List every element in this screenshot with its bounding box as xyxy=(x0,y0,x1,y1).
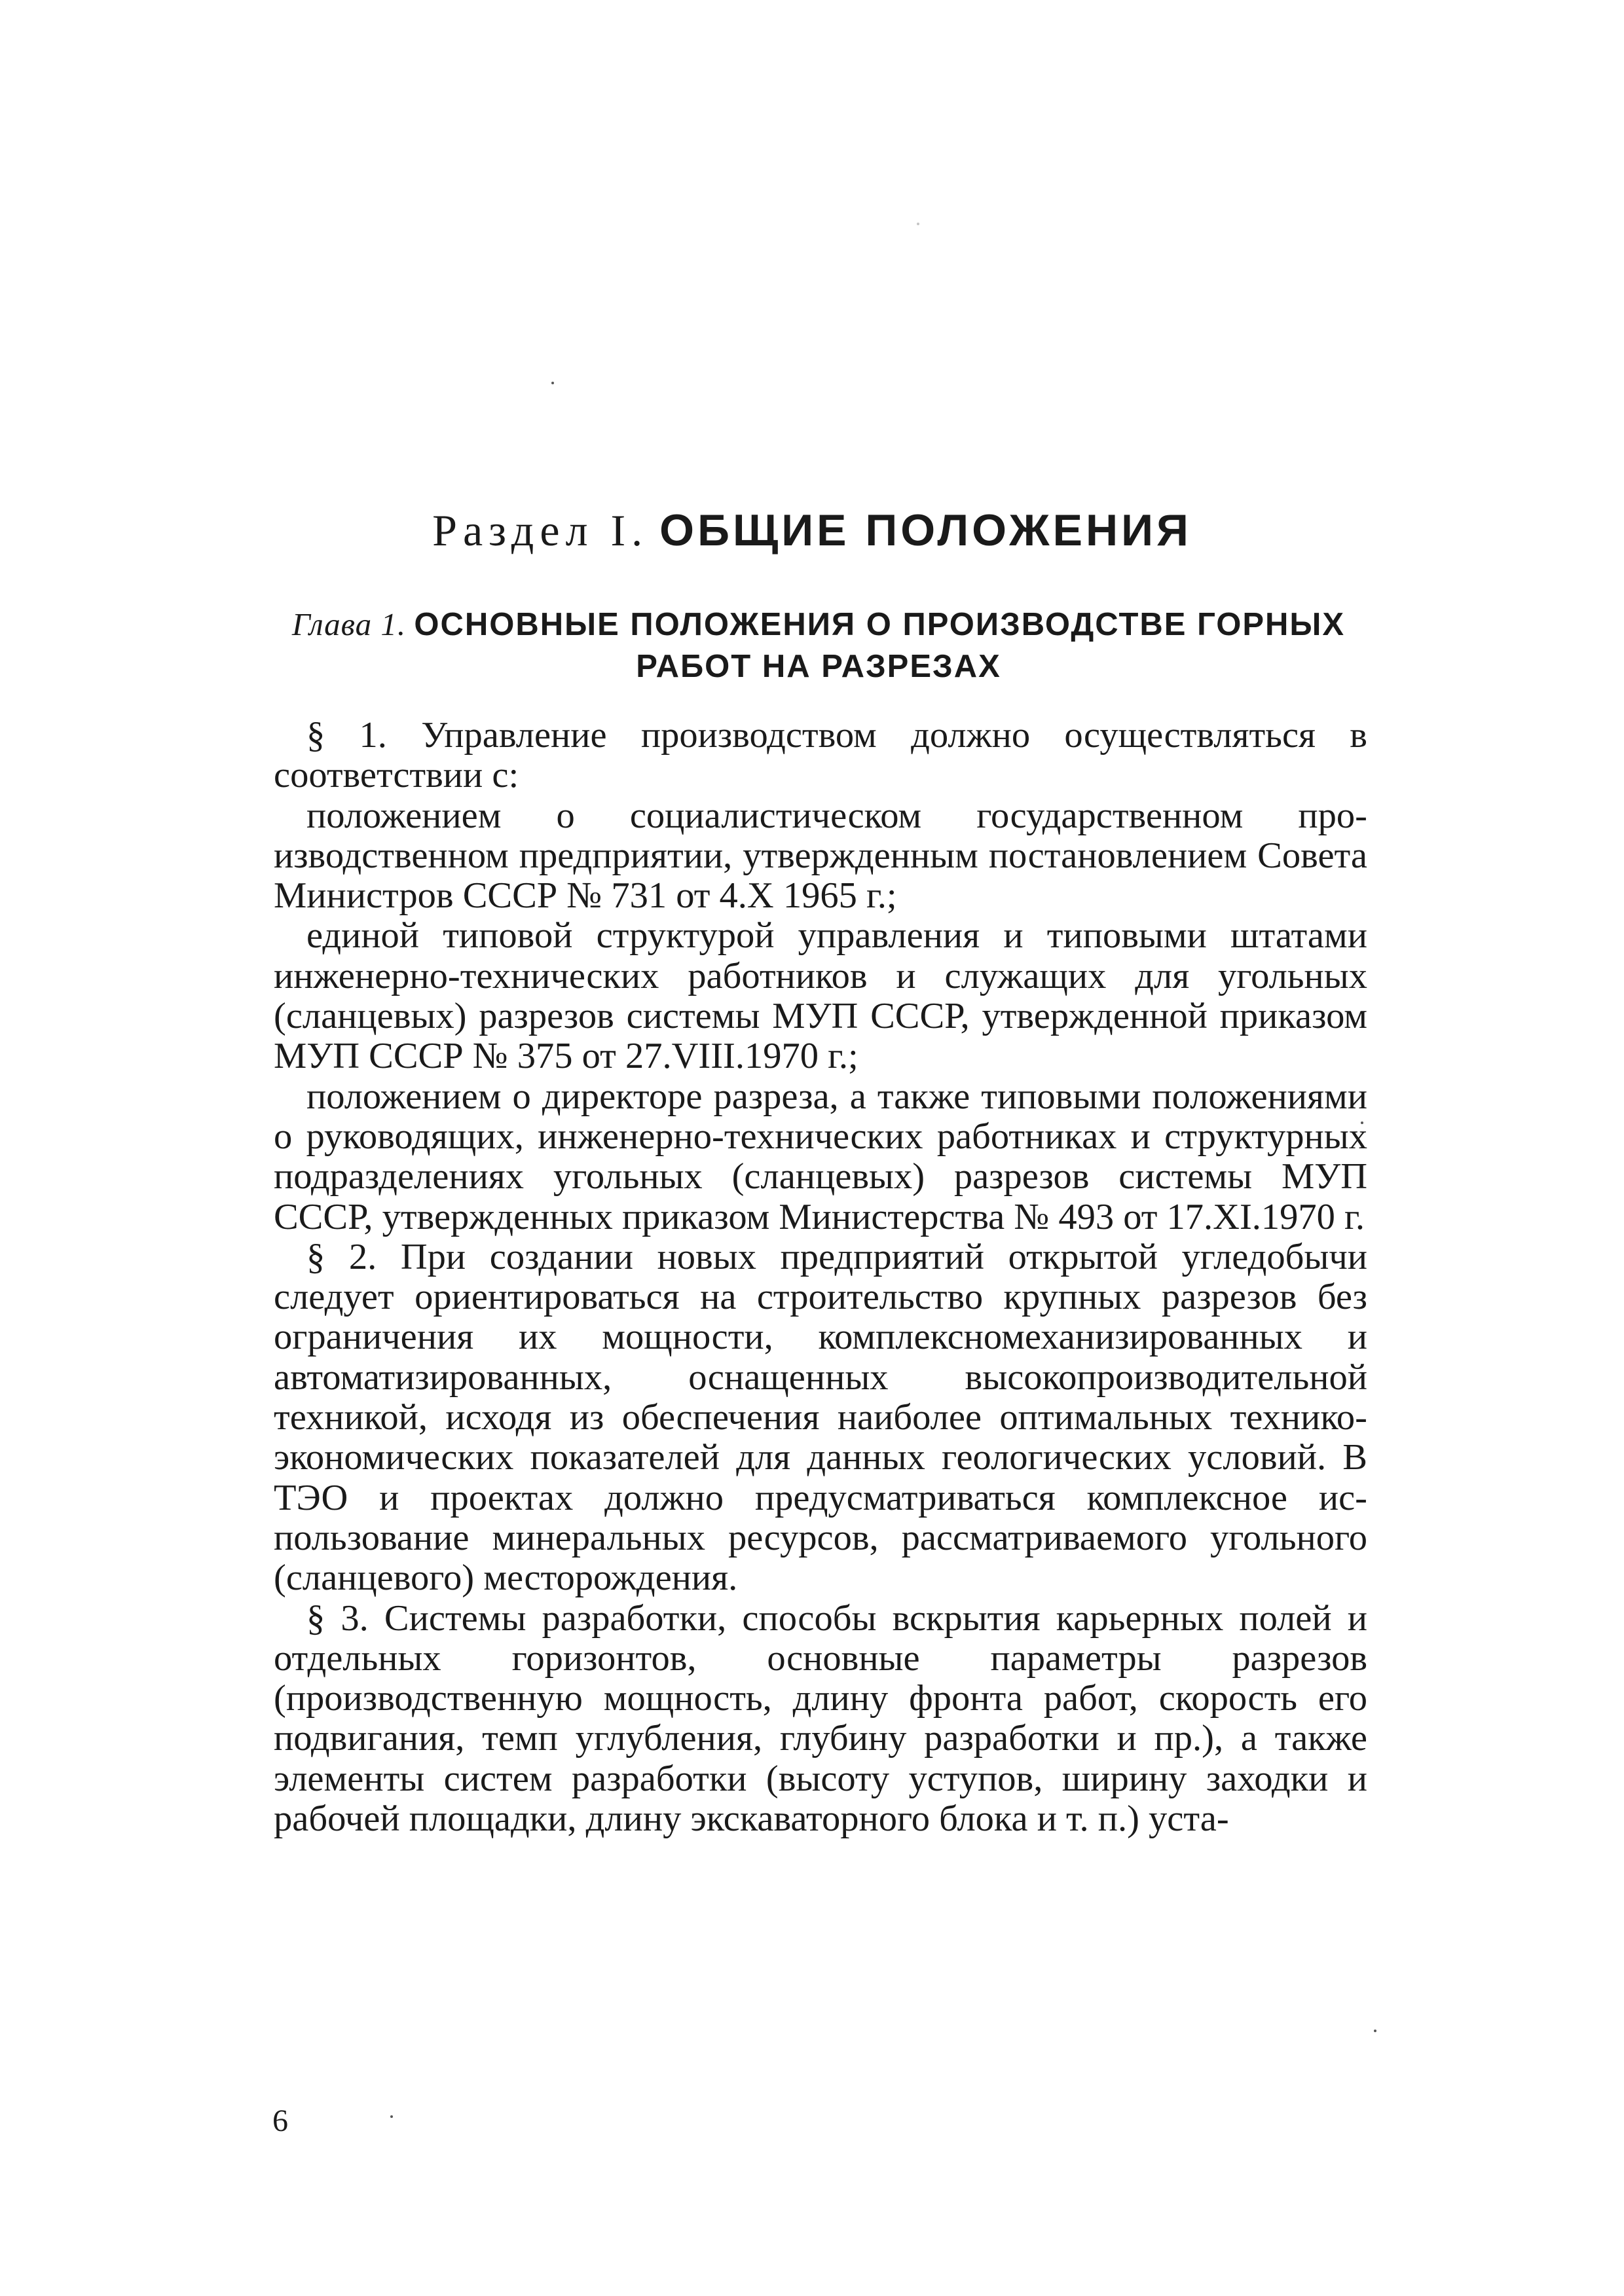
page-number: 6 xyxy=(272,2104,288,2138)
chapter-heading xyxy=(275,604,1362,687)
paragraph-5: § 2. При создании новых предприятий открытой угледобычи следует ориентироваться на строительство крупных разрезов без ограничения их мощности, комплексномеханизированных и автоматизированных, оснащенных высокопроизводительной техникой, исходя из обеспечения наиболее оптимальных технико-экономических показателей для данных геологических условий. В ТЭО и проектах должно предусматриваться комплексное использование минеральных ресурсов, рассматриваемого угольного (сланцевого) месторождения. xyxy=(274,1236,1367,1599)
scan-speck xyxy=(1374,2030,1376,2032)
scan-speck xyxy=(390,2115,393,2118)
paragraph-1: § 1. Управление производством должно осуществляться в соответствии с: xyxy=(274,715,1367,796)
section-title: ОБЩИЕ ПОЛОЖЕНИЯ xyxy=(659,505,1192,555)
scan-speck xyxy=(917,223,919,225)
paragraph-2: положением о социалистическом государственном производственном предприятии, утвержденным постановлением Совета Министров СССР № 731 от 4.X 1965 г.; xyxy=(274,795,1367,917)
paragraph-6: § 3. Системы разработки, способы вскрытия карьерных полей и отдельных горизонтов, основные параметры разрезов (производственную мощность, длину фронта работ, скорость его подвигания, темп углубления, глубину разработки и пр.), а также элементы систем разработки (высоту уступов, ширину заходки и рабочей площадки, длину экскаваторного блока и т. п.) уста- xyxy=(274,1597,1367,1840)
section-prefix: Раздел I. xyxy=(432,505,649,555)
chapter-prefix: Глава 1. xyxy=(291,606,407,642)
chapter-title: ОСНОВНЫЕ ПОЛОЖЕНИЯ О ПРОИЗВОДСТВЕ ГОРНЫХ РАБОТ НА РАЗРЕЗАХ xyxy=(414,607,1346,684)
paragraph-3: единой типовой структурой управления и типовыми штатами инженерно-технических работников и служащих для угольных (сланцевых) разрезов системы МУП СССР, утвержденной приказом МУП СССР № 375 от 27.VIII.1970 г.; xyxy=(274,915,1367,1077)
scan-speck xyxy=(551,382,554,384)
body-text xyxy=(274,716,1367,1839)
paragraph-4: положением о директоре разреза, а также типовыми положениями о руководящих, инженерно-технических работниках и структурных подразделениях угольных (сланцевых) разрезов системы МУП СССР, утвержденных приказом Министерства № 493 от 17.XI.1970 г. xyxy=(274,1076,1367,1237)
section-heading xyxy=(0,504,1624,556)
